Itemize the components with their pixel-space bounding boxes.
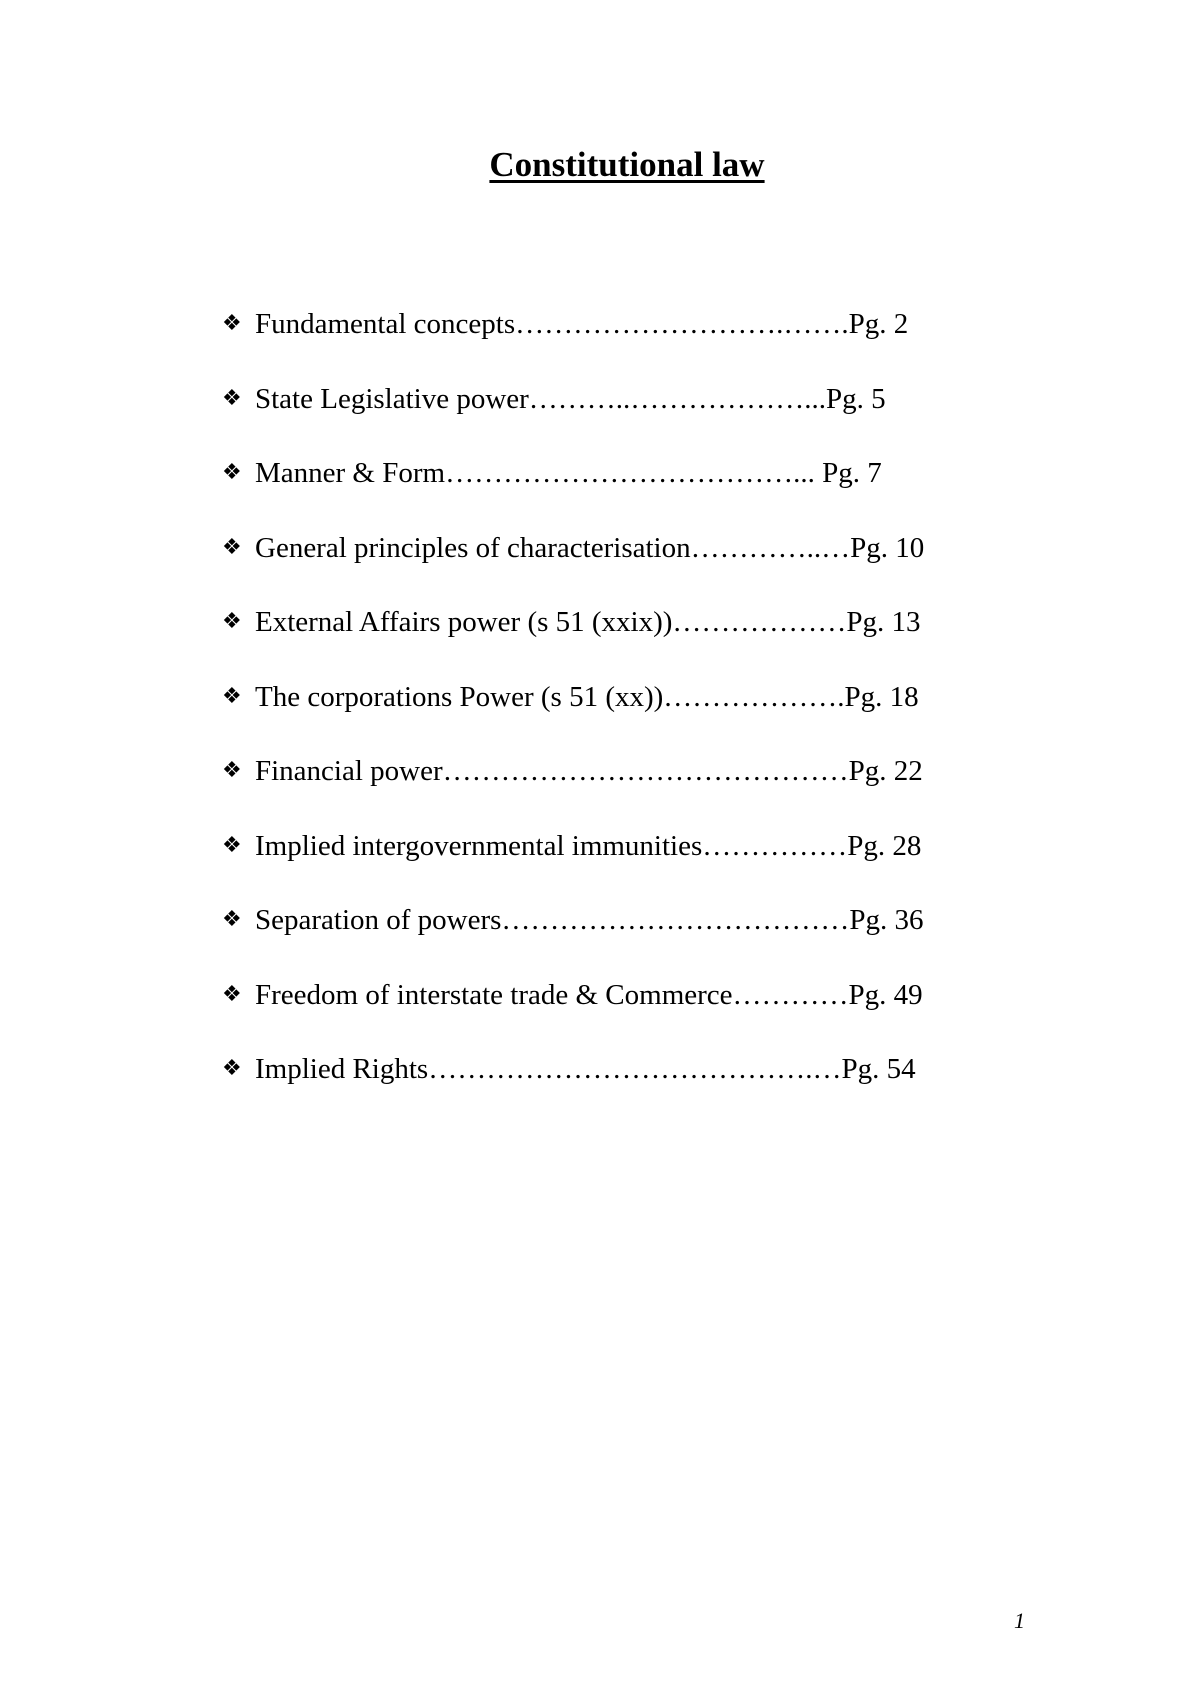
four-diamond-bullet-icon: ❖ <box>222 609 242 634</box>
toc-entry-text: State Legislative power………..………………...Pg. 5 <box>255 382 886 415</box>
toc-entry-manner-and-form <box>222 455 924 530</box>
toc-entry-corporations-power <box>222 679 924 754</box>
toc-entry-text: External Affairs power (s 51 (xxix))………………Pg. 13 <box>255 606 921 638</box>
toc-entry-state-legislative-power <box>222 381 924 456</box>
toc-entry-financial-power <box>222 753 924 828</box>
toc-entry-text: Financial power……………………………………Pg. 22 <box>255 755 923 787</box>
toc-entry-text: Manner & Form………………………………... Pg. 7 <box>255 457 882 489</box>
toc-entry-text: General principles of characterisation…………..…Pg. 10 <box>255 531 925 564</box>
toc-entry-characterisation <box>222 530 924 605</box>
toc-entry-text: Implied intergovernmental immunities……………Pg. 28 <box>255 829 922 862</box>
toc-entry-text: Implied Rights………………………………….…Pg. 54 <box>255 1053 916 1085</box>
toc-entry-implied-rights <box>222 1051 924 1126</box>
toc-entry-text: Separation of powers………………………………Pg. 36 <box>255 904 924 936</box>
toc-entry-text: Fundamental concepts……………………….…….Pg. 2 <box>255 308 909 340</box>
toc-entry-text: Freedom of interstate trade & Commerce…………Pg. 49 <box>255 978 923 1011</box>
four-diamond-bullet-icon: ❖ <box>222 683 242 709</box>
four-diamond-bullet-icon: ❖ <box>222 385 242 411</box>
toc-entry-external-affairs-power <box>222 604 924 679</box>
document-title: Constitutional law <box>489 145 765 184</box>
toc-entry-interstate-trade <box>222 977 924 1052</box>
four-diamond-bullet-icon: ❖ <box>222 460 242 485</box>
toc-entry-text: The corporations Power (s 51 (xx))……………….Pg. 18 <box>255 680 919 713</box>
four-diamond-bullet-icon: ❖ <box>222 311 242 336</box>
four-diamond-bullet-icon: ❖ <box>222 758 242 783</box>
page-number: 1 <box>1014 1608 1025 1633</box>
toc-entry-intergovernmental-immunities <box>222 828 924 903</box>
four-diamond-bullet-icon: ❖ <box>222 1056 242 1081</box>
four-diamond-bullet-icon: ❖ <box>222 832 242 858</box>
four-diamond-bullet-icon: ❖ <box>222 907 242 932</box>
four-diamond-bullet-icon: ❖ <box>222 534 242 560</box>
toc-entry-fundamental-concepts <box>222 306 924 381</box>
toc-entry-separation-of-powers <box>222 902 924 977</box>
four-diamond-bullet-icon: ❖ <box>222 981 242 1007</box>
table-of-contents <box>222 306 924 1126</box>
